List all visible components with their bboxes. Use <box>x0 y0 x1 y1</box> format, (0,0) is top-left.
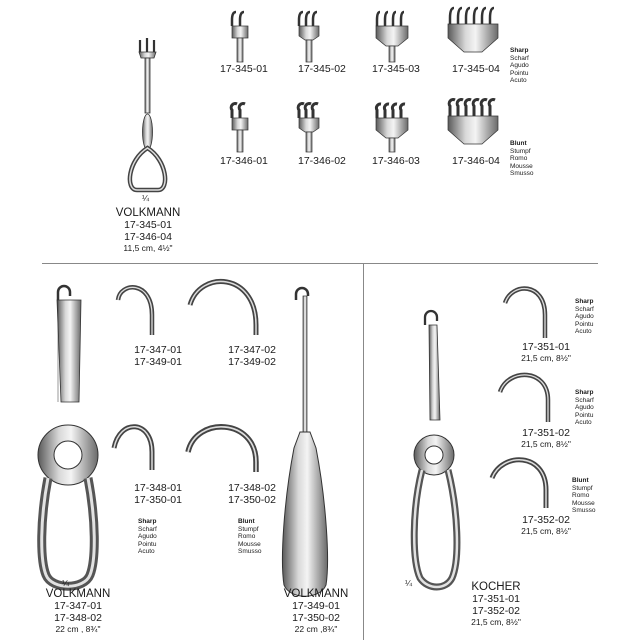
keyword: Agudo <box>138 533 157 540</box>
product-size: 21,5 cm, 8½" <box>521 526 571 536</box>
hook-17-347-02-image <box>190 281 256 335</box>
product-size: 22 cm , 8¾" <box>55 624 101 634</box>
sharp-words <box>575 389 594 427</box>
scale-mark: ¼ <box>62 578 70 588</box>
product-code: 17-352-02 <box>522 514 570 526</box>
keyword: Sharp <box>575 298 594 305</box>
hook-label <box>118 344 198 368</box>
volkmann-small-label <box>100 207 196 253</box>
volkmann-solid-label <box>266 588 366 634</box>
product-code: 17-349-01 <box>292 600 340 612</box>
hook-17-351-01-image <box>505 288 545 338</box>
keyword: Stumpf <box>572 484 593 492</box>
keyword: Romo <box>572 492 590 499</box>
product-code: 17-346-04 <box>124 231 172 243</box>
product-size: 21,5 cm, 8½" <box>471 617 521 627</box>
rake-code: 17-345-04 <box>452 63 500 75</box>
keyword: Sharp <box>575 389 594 396</box>
product-code: 17-345-01 <box>124 219 172 231</box>
keyword: Scharf <box>510 54 529 62</box>
keyword: Pointu <box>510 69 529 77</box>
blunt-words <box>510 140 533 178</box>
rake-code: 17-346-03 <box>372 155 420 167</box>
keyword: Pointu <box>575 320 594 328</box>
product-name: VOLKMANN <box>45 588 111 600</box>
hook-17-348-01-image <box>114 427 152 470</box>
hook-label <box>508 341 584 363</box>
keyword: Blunt <box>238 518 255 525</box>
volkmann-large-retractor <box>38 286 98 586</box>
product-code: 17-351-01 <box>522 341 570 353</box>
kocher-label <box>448 581 544 627</box>
rake-17-345-02-image <box>299 12 319 62</box>
rake-code: 17-345-01 <box>220 63 268 75</box>
horizontal-divider <box>42 263 598 264</box>
keyword: Pointu <box>575 411 594 419</box>
hook-label <box>212 482 292 506</box>
product-code: 17-350-02 <box>292 612 340 624</box>
keyword: Agudo <box>575 404 594 411</box>
volkmann-large-label <box>28 588 128 634</box>
keyword: Agudo <box>575 313 594 320</box>
keyword: Mousse <box>510 162 533 170</box>
hook-17-351-02-image <box>500 375 548 422</box>
product-code: 17-347-01 <box>54 600 102 612</box>
keyword: Scharf <box>138 525 157 533</box>
hook-label <box>508 514 584 536</box>
product-code: 17-350-01 <box>134 494 182 506</box>
keyword: Romo <box>238 533 256 540</box>
hook-label <box>508 427 584 449</box>
rake-17-346-03-image <box>376 104 408 152</box>
hook-17-348-02-image <box>188 427 256 472</box>
vertical-divider <box>363 264 364 640</box>
product-code: 17-348-01 <box>134 482 182 494</box>
product-code: 17-349-02 <box>228 356 276 368</box>
rake-17-346-04-image <box>448 100 498 144</box>
keyword: Mousse <box>572 499 595 507</box>
product-size: 21,5 cm, 8½" <box>521 353 571 363</box>
rake-code: 17-345-02 <box>298 63 346 75</box>
keyword: Acuto <box>138 548 155 555</box>
keyword: Sharp <box>138 518 157 525</box>
product-code: 17-347-01 <box>134 344 182 356</box>
rake-17-345-04-image <box>448 8 498 52</box>
keyword: Smusso <box>510 170 534 177</box>
rake-code: 17-346-04 <box>452 155 500 167</box>
hook-label <box>118 482 198 506</box>
keyword: Acuto <box>575 328 592 335</box>
product-size: 21,5 cm, 8½" <box>521 439 571 449</box>
rake-17-345-01-image <box>232 12 248 62</box>
keyword: Scharf <box>575 396 594 404</box>
blunt-words <box>238 518 261 556</box>
product-code: 17-352-02 <box>472 605 520 617</box>
product-code: 17-350-02 <box>228 494 276 506</box>
rake-code: 17-346-01 <box>220 155 268 167</box>
keyword: Stumpf <box>510 147 531 155</box>
keyword: Agudo <box>510 62 529 69</box>
keyword: Smusso <box>238 548 262 555</box>
rake-17-346-02-image <box>298 104 319 152</box>
product-code: 17-347-02 <box>228 344 276 356</box>
keyword: Sharp <box>510 47 529 54</box>
sharp-words <box>138 518 157 556</box>
kocher-hook-retractor <box>414 311 457 587</box>
product-code: 17-348-02 <box>54 612 102 624</box>
product-name: VOLKMANN <box>115 207 181 219</box>
volkmann-solid-handle-hook <box>282 288 327 596</box>
keyword: Blunt <box>510 140 527 147</box>
keyword: Mousse <box>238 540 261 548</box>
keyword: Acuto <box>510 77 527 84</box>
product-code: 17-351-01 <box>472 593 520 605</box>
hook-label <box>212 344 292 368</box>
rake-code: 17-346-02 <box>298 155 346 167</box>
keyword: Smusso <box>572 507 596 514</box>
product-name: VOLKMANN <box>283 588 349 600</box>
product-size: 11,5 cm, 4½" <box>123 243 173 253</box>
keyword: Stumpf <box>238 525 259 533</box>
hook-17-347-01-image <box>118 287 152 335</box>
scale-mark: ¼ <box>142 193 150 203</box>
keyword: Scharf <box>575 305 594 313</box>
sharp-words <box>510 47 529 85</box>
rake-code: 17-345-03 <box>372 63 420 75</box>
rake-17-346-01-image <box>231 104 248 152</box>
volkmann-small-retractor <box>130 38 165 190</box>
hook-17-352-02-image <box>492 460 546 508</box>
keyword: Blunt <box>572 477 589 484</box>
product-name: KOCHER <box>471 581 521 593</box>
product-code: 17-349-01 <box>134 356 182 368</box>
sharp-words <box>575 298 594 336</box>
scale-mark: ¼ <box>405 578 413 588</box>
keyword: Acuto <box>575 419 592 426</box>
rake-17-345-03-image <box>376 12 408 62</box>
keyword: Romo <box>510 155 528 162</box>
keyword: Pointu <box>138 540 157 548</box>
product-size: 22 cm ,8¾" <box>294 624 338 634</box>
blunt-words <box>572 477 595 515</box>
product-code: 17-348-02 <box>228 482 276 494</box>
product-code: 17-351-02 <box>522 427 570 439</box>
